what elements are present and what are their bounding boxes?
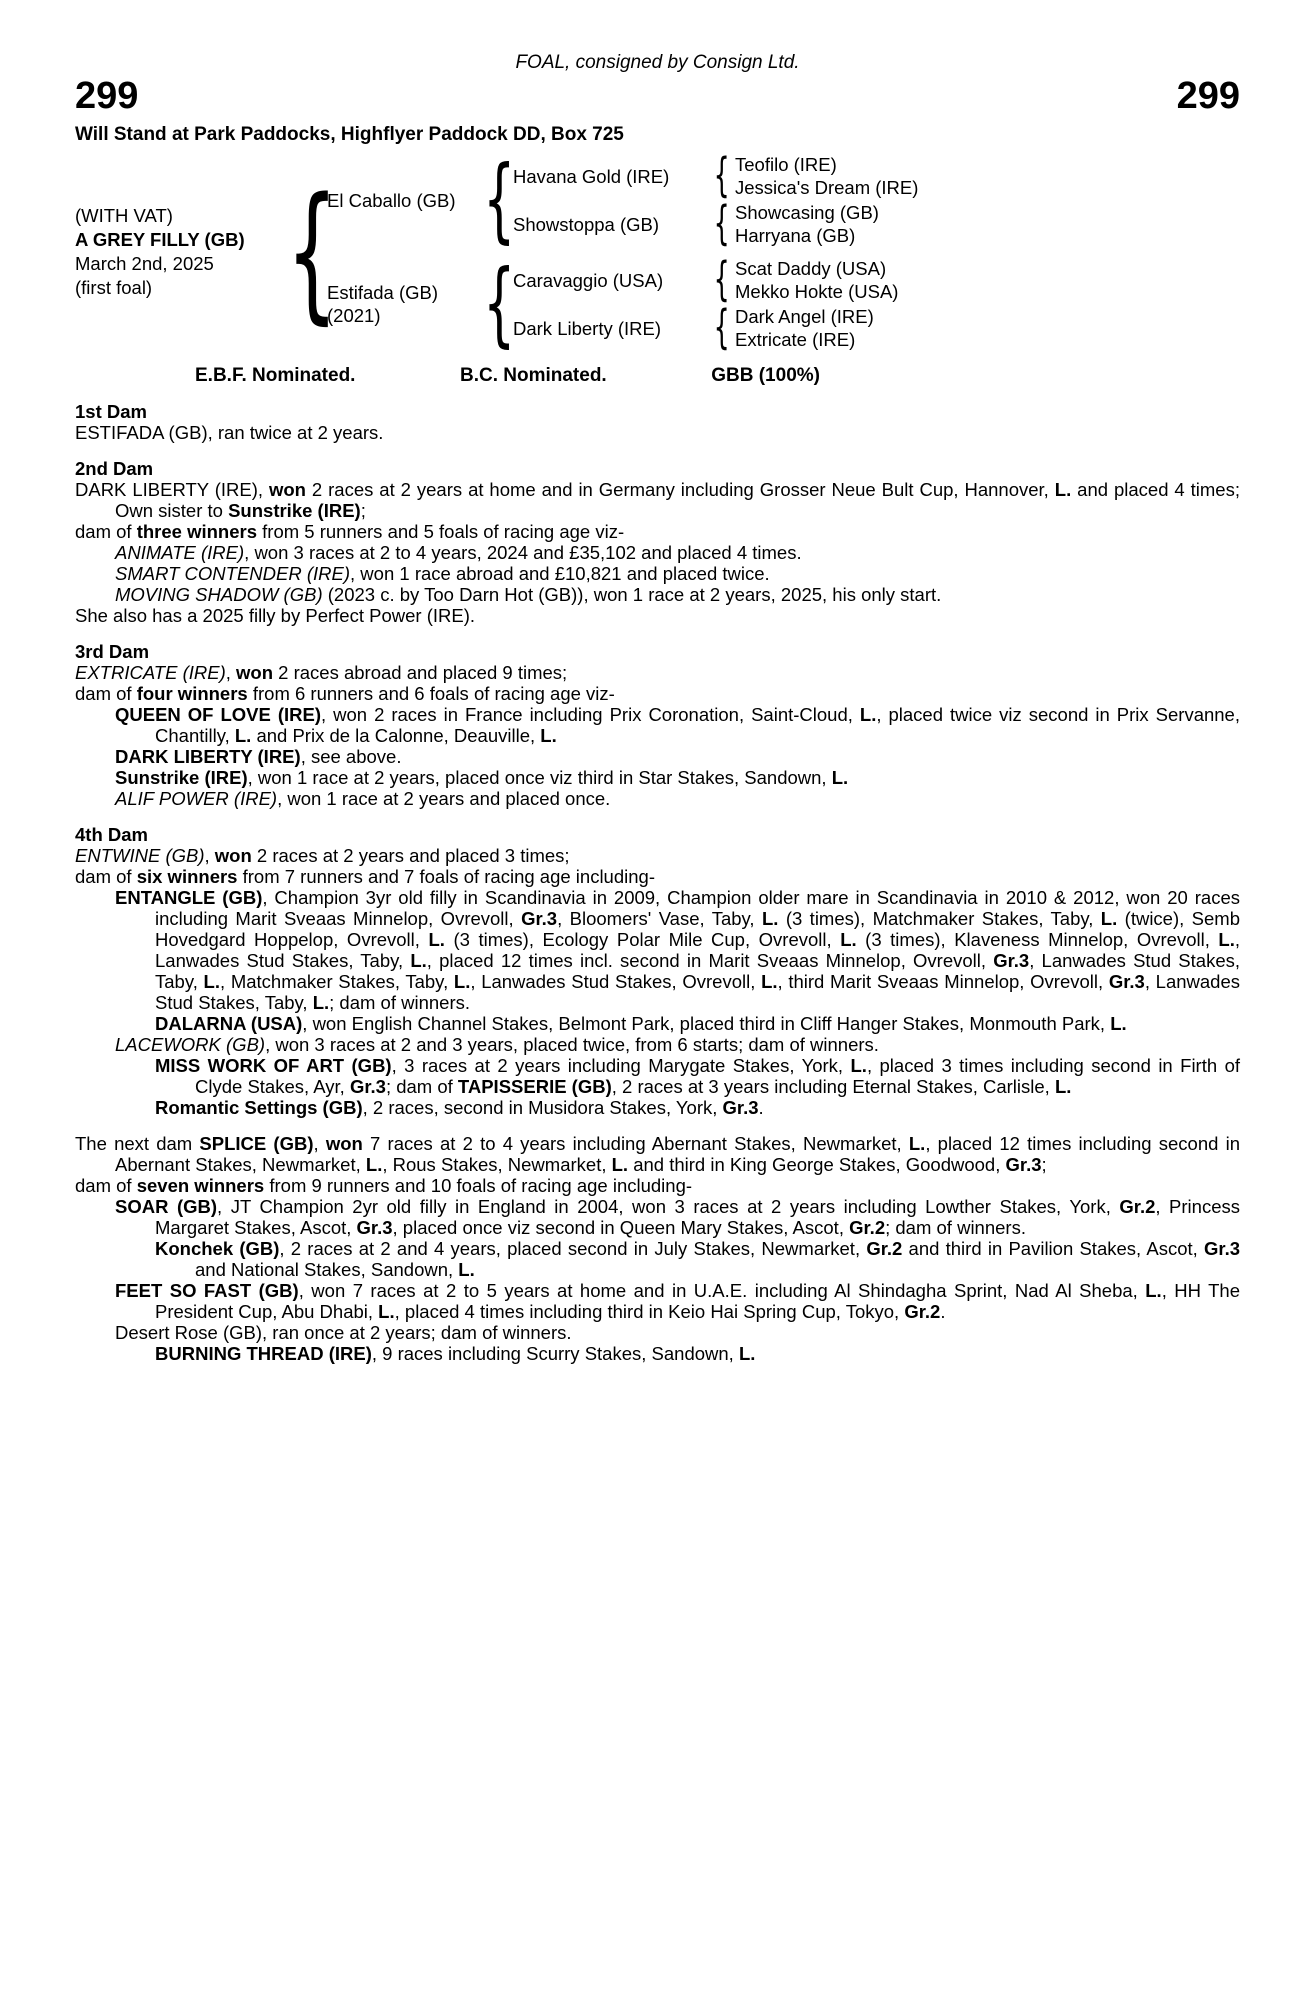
subject-block [75, 204, 297, 300]
great-grandparent-name: Dark Angel (IRE) [735, 306, 874, 327]
emphasis-text: L. [410, 950, 427, 971]
emphasis-text: Romantic Settings (GB) [155, 1097, 363, 1118]
emphasis-text: QUEEN OF LOVE (IRE) [115, 704, 321, 725]
pedigree-paragraph [75, 1055, 1240, 1097]
emphasis-text: MOVING SHADOW (GB) [115, 584, 323, 605]
text-segment: 2 races at 2 years and placed 3 times; [251, 845, 570, 866]
emphasis-text: Gr.2 [1119, 1196, 1156, 1217]
dam-parents-column [513, 252, 899, 355]
generation-1-column [327, 146, 919, 358]
pedigree-paragraph [75, 845, 1240, 866]
great-grandparent-name: Scat Daddy (USA) [735, 258, 887, 279]
nominations-row [195, 365, 820, 386]
emphasis-text: Gr.2 [849, 1217, 886, 1238]
pedigree-paragraph [75, 1343, 1240, 1364]
text-segment: She also has a 2025 filly by Perfect Power (IRE). [75, 605, 475, 626]
pedigree-paragraph [75, 479, 1240, 521]
text-segment: , 9 races including Scurry Stakes, Sandown, [371, 1343, 739, 1364]
text-segment: 2 races at 2 years at home and in Germany including Grosser Neue Bult Cup, Hannover, [305, 479, 1055, 500]
text-segment: , placed 4 times including third in Keio Hai Spring Cup, Tokyo, [394, 1301, 905, 1322]
emphasis-text: won [214, 845, 252, 866]
subject-name: A GREY FILLY (GB) [75, 229, 245, 250]
text-segment: , 2 races at 3 years including Eternal Stakes, Carlisle, [611, 1076, 1055, 1097]
pedigree-paragraph [75, 1175, 1240, 1196]
granddam-row [513, 300, 898, 355]
text-segment: , won 1 race at 2 years and placed once. [277, 788, 611, 809]
brace-glyph: { [713, 196, 731, 251]
pedigree-paragraph [75, 788, 1240, 809]
emphasis-text: L. [761, 971, 778, 992]
emphasis-text: L. [365, 1154, 383, 1175]
text-segment: , placed 12 times including second in Abernant Stakes, Newmarket, [115, 1133, 1241, 1175]
dam-section [75, 1133, 1240, 1364]
emphasis-text: won [268, 479, 306, 500]
pedigree-paragraph [75, 1133, 1240, 1175]
emphasis-text: L. [850, 1055, 867, 1076]
catalogue-body [75, 401, 1240, 1364]
granddam-row [513, 196, 918, 251]
text-segment: (twice), Semb Hovedgard Hoppelop, Ovrevoll, [155, 908, 1240, 950]
emphasis-text: won [236, 662, 274, 683]
text-segment: , Lanwades Stud Stakes, Ovrevoll, [470, 971, 762, 992]
dam-row [327, 250, 918, 358]
emphasis-text: L. [611, 1154, 629, 1175]
brace-glyph: { [482, 250, 516, 358]
emphasis-text: seven winners [136, 1175, 265, 1196]
dam-section-heading: 4th Dam [75, 824, 148, 845]
text-segment: , 3 races at 2 years including Marygate Stakes, York, [391, 1055, 851, 1076]
pedigree-tree [75, 146, 1240, 358]
stand-location-line: Will Stand at Park Paddocks, Highflyer Paddock DD, Box 725 [75, 124, 624, 145]
text-segment: from 6 runners and 6 foals of racing age viz- [247, 683, 615, 704]
text-segment: , placed twice viz second in Prix Servanne, Chantilly, [155, 704, 1240, 746]
text-segment: (3 times), Ecology Polar Mile Cup, Ovrevoll, [444, 929, 841, 950]
pedigree-paragraph [75, 605, 1240, 626]
emphasis-text: SPLICE (GB) [199, 1133, 314, 1154]
emphasis-text: Gr.3 [356, 1217, 393, 1238]
text-segment: , JT Champion 2yr old filly in England in 2004, won 3 races at 2 years including Lowther Stakes, York, [217, 1196, 1120, 1217]
sire-name: El Caballo (GB) [327, 189, 456, 211]
emphasis-text: L. [761, 908, 779, 929]
text-segment: , won 1 race abroad and £10,821 and placed twice. [350, 563, 770, 584]
emphasis-text: L. [738, 1343, 756, 1364]
pedigree-paragraph [75, 866, 1240, 887]
text-segment: 2 races abroad and placed 9 times; [273, 662, 568, 683]
brace-gp-wrap [709, 148, 735, 203]
text-segment: , won 1 race at 2 years, placed once viz third in Star Stakes, Sandown, [247, 767, 832, 788]
great-grandparents-column [735, 305, 874, 351]
text-segment: , Rous Stakes, Newmarket, [382, 1154, 612, 1175]
pedigree-paragraph [75, 662, 1240, 683]
great-grandparents-column [735, 201, 879, 247]
emphasis-text: TAPISSERIE (GB) [457, 1076, 612, 1097]
text-segment: and third in King George Stakes, Goodwood, [628, 1154, 1006, 1175]
emphasis-text: Gr.3 [1204, 1238, 1240, 1259]
text-segment: and Prix de la Calonne, Deauville, [251, 725, 541, 746]
text-segment: , Champion 3yr old filly in Scandinavia in 2009, Champion older mare in Scandinavia in 2010 & 2012, won 20 races including Marit Sveaas Minnelop, Ovrevoll, [155, 887, 1240, 929]
text-segment: (3 times), Klaveness Minnelop, Ovrevoll, [856, 929, 1219, 950]
text-segment: . [758, 1097, 764, 1118]
text-segment: , [204, 845, 215, 866]
brace-dam-wrap [482, 250, 516, 358]
emphasis-text: six winners [136, 866, 238, 887]
text-segment: 7 races at 2 to 4 years including Abernant Stakes, Newmarket, [362, 1133, 909, 1154]
emphasis-text: L. [1110, 1013, 1127, 1034]
text-segment: , Princess Margaret Stakes, Ascot, [155, 1196, 1240, 1238]
text-segment: and third in Pavilion Stakes, Ascot, [902, 1238, 1204, 1259]
emphasis-text: L. [1100, 908, 1118, 929]
pedigree-paragraph [75, 887, 1240, 1013]
gbb-badge: GBB (100%) [711, 365, 820, 386]
pedigree-paragraph [75, 704, 1240, 746]
lot-number-row [75, 76, 1240, 116]
emphasis-text: L. [1054, 479, 1072, 500]
sire-parents-column [513, 148, 919, 251]
dam-section [75, 458, 1240, 626]
grandparent-name: Dark Liberty (IRE) [513, 317, 662, 339]
text-segment: , won 7 races at 2 to 5 years at home and in U.A.E. including Al Shindagha Sprint, Nad Al Sheba, [298, 1280, 1146, 1301]
text-segment: and placed 4 times; Own sister to [115, 479, 1240, 521]
text-segment: (3 times), Matchmaker Stakes, Taby, [778, 908, 1101, 929]
great-grandparent-name: Harryana (GB) [735, 225, 856, 246]
lot-number-right: 299 [1176, 75, 1240, 117]
text-segment: , won 3 races at 2 to 4 years, 2024 and £35,102 and placed 4 times. [244, 542, 802, 563]
brace-glyph: { [713, 300, 731, 355]
emphasis-text: FEET SO FAST (GB) [115, 1280, 299, 1301]
brace-gp-wrap [709, 196, 735, 251]
text-segment: , placed 12 times incl. second in Marit Sveaas Minnelop, Ovrevoll, [426, 950, 994, 971]
text-segment: DARK LIBERTY (IRE), [75, 479, 269, 500]
great-grandparent-name: Jessica's Dream (IRE) [735, 177, 919, 198]
emphasis-text: L. [234, 725, 252, 746]
dam-name: Estifada (GB) [327, 282, 439, 303]
pedigree-paragraph [75, 542, 1240, 563]
emphasis-text: SOAR (GB) [115, 1196, 218, 1217]
text-segment: , [225, 662, 237, 683]
emphasis-text: L. [840, 929, 857, 950]
pedigree-paragraph [75, 1013, 1240, 1034]
emphasis-text: L. [540, 725, 557, 746]
great-grandparent-name: Mekko Hokte (USA) [735, 281, 899, 302]
text-segment: and National Stakes, Sandown, [195, 1259, 459, 1280]
grandsire-row [513, 148, 919, 203]
text-segment: The next dam [75, 1133, 200, 1154]
pedigree-paragraph [75, 1322, 1240, 1343]
great-grandparents-column [735, 257, 898, 303]
pedigree-paragraph [75, 563, 1240, 584]
text-segment: , 2 races at 2 and 4 years, placed second in July Stakes, Newmarket, [279, 1238, 867, 1259]
text-segment: from 9 runners and 10 foals of racing age including- [264, 1175, 693, 1196]
text-segment: , see above. [300, 746, 402, 767]
dam-section-heading: 3rd Dam [75, 641, 150, 662]
text-segment: , Lanwades Stud Stakes, Taby, [155, 950, 1241, 992]
dam-section [75, 401, 1240, 443]
emphasis-text: L. [203, 971, 220, 992]
emphasis-text: Gr.3 [349, 1076, 386, 1097]
dam-year: (2021) [327, 305, 381, 326]
text-segment: from 7 runners and 7 foals of racing age including- [237, 866, 655, 887]
pedigree-paragraph [75, 1097, 1240, 1118]
grandsire-row [513, 252, 899, 307]
emphasis-text: Gr.2 [904, 1301, 941, 1322]
text-segment: ; dam of winners. [329, 992, 471, 1013]
subject-note: (first foal) [75, 277, 153, 298]
emphasis-text: L. [312, 992, 330, 1013]
text-segment: , placed 3 times including second in Firth of Clyde Stakes, Ayr, [195, 1055, 1240, 1097]
emphasis-text: ALIF POWER (IRE) [115, 788, 278, 809]
text-segment: . [940, 1301, 946, 1322]
text-segment: ; [360, 500, 366, 521]
emphasis-text: L. [1218, 929, 1235, 950]
text-segment: , won English Channel Stakes, Belmont Park, placed third in Cliff Hanger Stakes, Monmouth Park, [302, 1013, 1111, 1034]
text-segment: , won 3 races at 2 and 3 years, placed twice, from 6 starts; dam of winners. [265, 1034, 879, 1055]
emphasis-text: three winners [136, 521, 257, 542]
emphasis-text: LACEWORK (GB) [115, 1034, 266, 1055]
emphasis-text: ENTANGLE (GB) [115, 887, 263, 908]
dam-name-block [327, 281, 485, 327]
text-segment: , Lanwades Stud Stakes, Taby, [155, 929, 1240, 971]
brace-glyph: { [482, 146, 516, 254]
text-segment: from 5 runners and 5 foals of racing age viz- [257, 521, 625, 542]
emphasis-text: DALARNA (USA) [155, 1013, 303, 1034]
text-segment: , 2 races, second in Musidora Stakes, York, [362, 1097, 723, 1118]
grandparent-name: Showstoppa (GB) [513, 213, 660, 235]
brace-glyph: { [713, 252, 731, 307]
text-segment: , third Marit Sveaas Minnelop, Ovrevoll, [777, 971, 1109, 992]
text-segment: , [313, 1133, 326, 1154]
text-segment: dam of [75, 683, 137, 704]
vat-note: (WITH VAT) [75, 205, 173, 226]
text-segment: , Matchmaker Stakes, Taby, [220, 971, 454, 992]
dam-section-heading: 2nd Dam [75, 458, 154, 479]
great-grandparents-column [735, 153, 918, 199]
brace-glyph: { [286, 165, 338, 338]
emphasis-text: L. [1054, 1076, 1072, 1097]
pedigree-paragraph [75, 1196, 1240, 1238]
emphasis-text: ENTWINE (GB) [75, 845, 205, 866]
brace-sire-wrap [482, 146, 516, 254]
emphasis-text: Gr.3 [1005, 1154, 1042, 1175]
emphasis-text: four winners [136, 683, 248, 704]
emphasis-text: ANIMATE (IRE) [115, 542, 245, 563]
emphasis-text: L. [453, 971, 471, 992]
emphasis-text: L. [378, 1301, 395, 1322]
pedigree-paragraph [75, 1280, 1240, 1322]
emphasis-text: won [325, 1133, 363, 1154]
grandparent-name: Caravaggio (USA) [513, 269, 664, 291]
emphasis-text: Sunstrike (IRE) [115, 767, 248, 788]
dam-section-heading: 1st Dam [75, 401, 147, 422]
pedigree-paragraph [75, 521, 1240, 542]
dam-section [75, 641, 1240, 809]
emphasis-text: EXTRICATE (IRE) [75, 662, 226, 683]
text-segment: (2023 c. by Too Darn Hot (GB)), won 1 race at 2 years, 2025, his only start. [322, 584, 942, 605]
pedigree-paragraph [75, 584, 1240, 605]
brace-gp-wrap [709, 300, 735, 355]
text-segment: , Lanwades Stud Stakes, Taby, [155, 971, 1241, 1013]
pedigree-paragraph [75, 683, 1240, 704]
emphasis-text: L. [428, 929, 445, 950]
emphasis-text: SMART CONTENDER (IRE) [115, 563, 351, 584]
brace-glyph: { [713, 148, 731, 203]
emphasis-text: Gr.3 [1108, 971, 1145, 992]
ebf-nomination: E.B.F. Nominated. [195, 365, 356, 386]
great-grandparent-name: Showcasing (GB) [735, 202, 879, 223]
grandparent-name: Havana Gold (IRE) [513, 165, 670, 187]
consignor-line: FOAL, consigned by Consign Ltd. [515, 52, 800, 73]
emphasis-text: DARK LIBERTY (IRE) [115, 746, 301, 767]
emphasis-text: Gr.3 [993, 950, 1030, 971]
emphasis-text: L. [859, 704, 877, 725]
pedigree-paragraph [75, 1034, 1240, 1055]
text-segment: , HH The President Cup, Abu Dhabi, [155, 1280, 1241, 1322]
emphasis-text: Gr.3 [722, 1097, 759, 1118]
brace-gp-wrap [709, 252, 735, 307]
emphasis-text: L. [458, 1259, 475, 1280]
emphasis-text: Gr.3 [521, 908, 558, 929]
emphasis-text: Gr.2 [866, 1238, 903, 1259]
emphasis-text: Konchek (GB) [155, 1238, 280, 1259]
subject-foaling-date: March 2nd, 2025 [75, 253, 214, 274]
great-grandparent-name: Extricate (IRE) [735, 329, 856, 350]
pedigree-paragraph [75, 746, 1240, 767]
pedigree-paragraph [75, 767, 1240, 788]
bc-nomination: B.C. Nominated. [459, 365, 607, 386]
emphasis-text: BURNING THREAD (IRE) [155, 1343, 372, 1364]
text-segment: dam of [75, 1175, 137, 1196]
pedigree-paragraph [75, 1238, 1240, 1280]
sire-row [327, 146, 919, 254]
text-segment: ; dam of [385, 1076, 458, 1097]
lot-number-left: 299 [75, 75, 139, 117]
pedigree-paragraph [75, 422, 1240, 443]
great-grandparent-name: Teofilo (IRE) [735, 154, 837, 175]
text-segment: , Bloomers' Vase, Taby, [557, 908, 762, 929]
dam-section [75, 824, 1240, 1118]
text-segment: ; [1041, 1154, 1047, 1175]
emphasis-text: L. [831, 767, 849, 788]
emphasis-text: MISS WORK OF ART (GB) [155, 1055, 392, 1076]
text-segment: Desert Rose (GB), ran once at 2 years; dam of winners. [115, 1322, 572, 1343]
text-segment: , won 2 races in France including Prix Coronation, Saint-Cloud, [321, 704, 860, 725]
text-segment: , placed once viz second in Queen Mary Stakes, Ascot, [392, 1217, 850, 1238]
emphasis-text: L. [1145, 1280, 1162, 1301]
text-segment: ESTIFADA (GB), ran twice at 2 years. [75, 422, 384, 443]
text-segment: ; dam of winners. [885, 1217, 1026, 1238]
text-segment: dam of [75, 866, 137, 887]
text-segment: dam of [75, 521, 137, 542]
brace-gen1-wrap [286, 165, 338, 338]
emphasis-text: L. [908, 1133, 926, 1154]
emphasis-text: Sunstrike (IRE) [228, 500, 361, 521]
